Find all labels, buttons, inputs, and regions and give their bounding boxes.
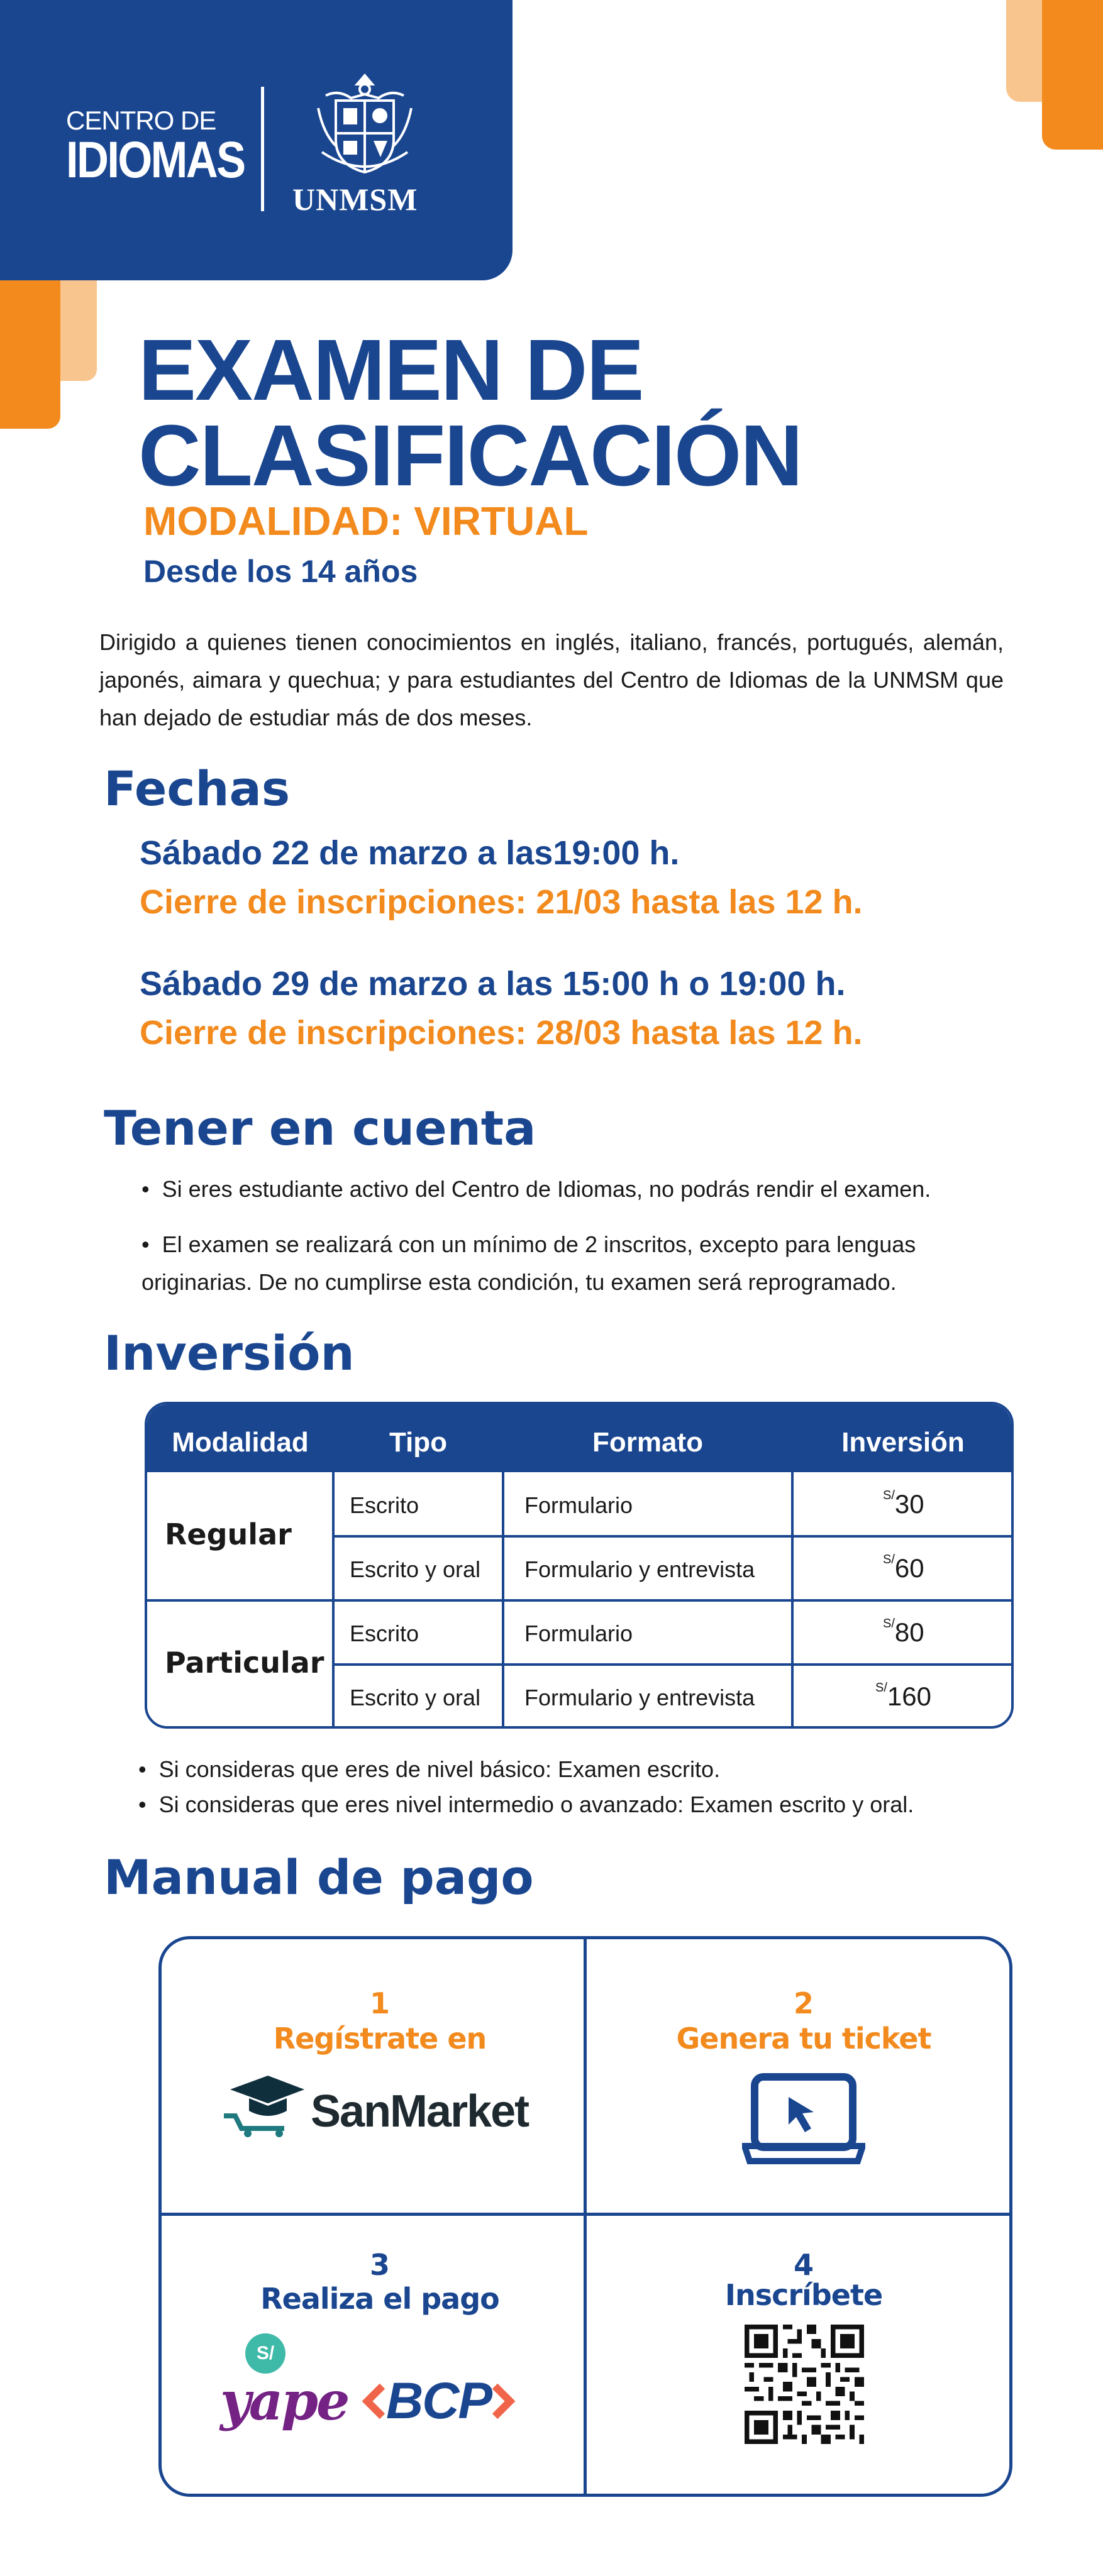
step-number: 3 (369, 2248, 390, 2282)
university-name: UNMSM (292, 182, 418, 217)
yape-logo: yape (220, 2370, 348, 2432)
table-cell: Escrito y oral (350, 1556, 481, 1582)
price-value: 60 (894, 1553, 924, 1583)
payment-heading: Manual de pago (104, 1849, 534, 1905)
qr-code-icon[interactable] (745, 2325, 864, 2444)
table-cell: Formulario (524, 1621, 633, 1646)
step-label: Genera tu ticket (676, 2022, 931, 2056)
decorative-bar (1042, 0, 1103, 150)
currency-symbol: S/ (883, 1489, 895, 1502)
currency-symbol: S/ (883, 1617, 895, 1631)
currency-symbol: S/ (875, 1681, 887, 1695)
currency-symbol: S/ (883, 1553, 895, 1566)
sanmarket-logo (311, 2086, 528, 2137)
table-cell: Formulario (524, 1492, 633, 1518)
grid-divider (584, 1936, 587, 2497)
investment-heading: Inversión (104, 1325, 355, 1381)
step-label: Regístrate en (273, 2022, 487, 2056)
date-item-1: Sábado 22 de marzo a las19:00 h. (140, 834, 680, 872)
bcp-logo-text: BCP (386, 2372, 492, 2430)
investment-bullet: • Si consideras que eres nivel intermedio o avanzado: Examen escrito y oral. (138, 1792, 914, 1817)
table-cell: Escrito (350, 1492, 419, 1518)
modality-subtitle: MODALIDAD: VIRTUAL (143, 498, 589, 544)
step-label: Inscríbete (724, 2278, 883, 2312)
bcp-logo (361, 2371, 516, 2431)
bullet-text: Si consideras que eres nivel intermedio o avanzado: Examen escrito y oral. (158, 1792, 914, 1817)
column-header: Formato (592, 1427, 703, 1458)
laptop-cursor-icon (742, 2072, 865, 2166)
page-title-line2: CLASIFICACIÓN (138, 407, 802, 504)
investment-table (145, 1402, 1014, 1729)
close-item-1: Cierre de inscripciones: 21/03 hasta las 12 h. (140, 883, 863, 921)
note-text: Si eres estudiante activo del Centro de Idiomas, no podrás rendir el examen. (162, 1176, 931, 1202)
column-header: Modalidad (172, 1427, 309, 1458)
date-item-2: Sábado 29 de marzo a las 15:00 h o 19:00 h. (140, 965, 846, 1003)
price-value: 80 (894, 1617, 924, 1647)
page-title-line1: EXAMEN DE (138, 322, 643, 419)
table-price (875, 1681, 931, 1712)
table-cell: Escrito y oral (350, 1685, 481, 1710)
note-item: • Si eres estudiante activo del Centro de Idiomas, no podrás rendir el examen. (141, 1176, 931, 1202)
table-price (883, 1489, 924, 1519)
price-value: 30 (894, 1489, 924, 1519)
brand-big-text: IDIOMAS (66, 131, 245, 189)
table-divider (333, 1663, 1014, 1666)
price-value: 160 (887, 1682, 931, 1711)
group-name: Particular (165, 1646, 324, 1680)
table-price (883, 1617, 924, 1648)
graduation-cart-icon (224, 2072, 306, 2137)
header-divider (261, 87, 264, 211)
grid-divider (158, 2213, 1012, 2216)
table-cell: Formulario y entrevista (524, 1556, 755, 1582)
bullet-text: Si consideras que eres de nivel básico: Examen escrito. (158, 1756, 721, 1782)
table-price (883, 1553, 924, 1583)
column-header: Tipo (389, 1427, 448, 1458)
table-divider (147, 1599, 1014, 1602)
note-text: El examen se realizará con un mínimo de 2 inscritos, excepto para lenguas originarias. De no cumplirse esta condición, tu examen será reprogramado. (141, 1231, 916, 1295)
sanmarket-logo-text: SanMarket (311, 2086, 529, 2137)
close-item-2: Cierre de inscripciones: 28/03 hasta las 12 h. (140, 1014, 863, 1052)
yape-badge-icon: S/ (245, 2333, 285, 2374)
university-crest-icon (313, 70, 416, 176)
intro-paragraph: Dirigido a quienes tienen conocimientos en inglés, italiano, francés, portugués, alemán, japonés, aimara y quechua; y para estudiantes del Centro de Idiomas de la UNMSM que han dejado de estudiar más de dos meses. (99, 629, 1004, 730)
investment-bullet: • Si consideras que eres de nivel básico: Examen escrito. (138, 1756, 721, 1782)
step-number: 4 (793, 2248, 814, 2282)
bcp-right-chevron-icon (491, 2382, 516, 2420)
bcp-left-chevron-icon (361, 2382, 386, 2420)
note-item: • El examen se realizará con un mínimo de 2 inscritos, excepto para lenguas originarias. De no cumplirse esta condición, tu examen será reprogramado. (141, 1231, 916, 1295)
group-name: Regular (165, 1517, 292, 1551)
decorative-bar (0, 280, 60, 429)
dates-heading: Fechas (104, 761, 291, 817)
table-cell: Formulario y entrevista (524, 1685, 755, 1710)
table-cell: Escrito (350, 1621, 419, 1646)
brand-small-text: CENTRO DE (66, 106, 216, 135)
table-divider (333, 1535, 1014, 1538)
column-header: Inversión (841, 1427, 965, 1458)
notes-heading: Tener en cuenta (104, 1100, 536, 1156)
step-label: Realiza el pago (260, 2282, 499, 2316)
step-number: 2 (793, 1986, 814, 2020)
step-number: 1 (369, 1986, 390, 2020)
age-subtitle: Desde los 14 años (143, 554, 418, 589)
